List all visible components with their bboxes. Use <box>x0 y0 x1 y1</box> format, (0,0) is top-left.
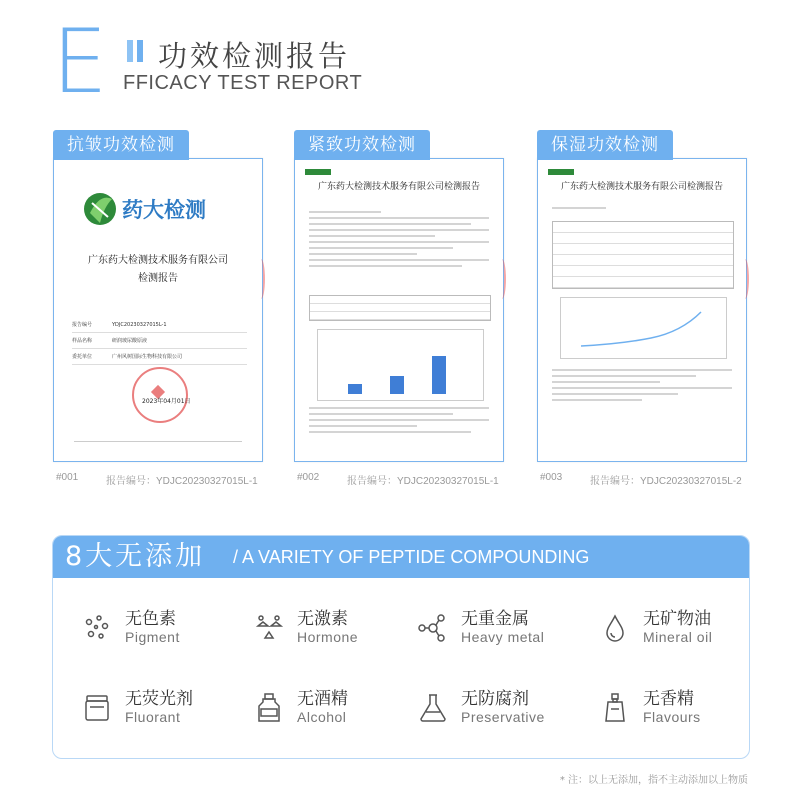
doc-page-title: 广东药大检测技术服务有限公司检测报告 <box>317 182 480 192</box>
page-subtitle: FFICACY TEST REPORT <box>123 72 363 94</box>
additive-free-panel <box>52 535 750 759</box>
report-number: #002 <box>297 472 320 483</box>
doc-table <box>309 295 491 321</box>
hormone-icon <box>253 612 285 644</box>
additive-item-pigment: 无色素 Pigment <box>81 604 241 656</box>
doc-text-lines <box>552 207 732 213</box>
doc-text-lines-bottom <box>552 369 732 405</box>
doc-report-title: 检测报告 <box>138 273 178 284</box>
report-document-cover <box>53 158 263 462</box>
doc-text-lines-bottom <box>309 407 489 437</box>
report-document-page <box>537 158 747 462</box>
doc-field-row: 报告编号 YDJC20230327015L-1 <box>72 317 247 333</box>
additive-item-hormone: 无激素 Hormone <box>253 604 413 656</box>
doc-company: 广东药大检测技术服务有限公司 <box>88 255 228 266</box>
svg-text:药大检测: 药大检测 <box>122 198 206 222</box>
title-bars-icon <box>127 40 149 62</box>
report-card-3[interactable] <box>537 130 747 462</box>
dots-icon <box>81 612 113 644</box>
report-tab: 紧致功效检测 <box>294 130 430 160</box>
report-code: 报告编号：YDJC20230327015L-2 <box>590 476 742 487</box>
additive-item-preservative: 无防腐剂 Preservative <box>417 684 577 736</box>
panel-header <box>53 536 749 578</box>
company-logo-icon <box>82 189 242 229</box>
report-tab: 抗皱功效检测 <box>53 130 189 160</box>
doc-logo-small-icon <box>305 169 331 175</box>
panel-subtitle: / A VARIETY OF PEPTIDE COMPOUNDING <box>233 547 590 567</box>
additive-item-heavy-metal: 无重金属 Heavy metal <box>417 604 577 656</box>
doc-text-lines <box>309 211 489 271</box>
report-tab: 保湿功效检测 <box>537 130 673 160</box>
additive-item-flavours: 无香精 Flavours <box>599 684 750 736</box>
doc-page-title: 广东药大检测技术服务有限公司检测报告 <box>560 182 723 192</box>
doc-logo-small-icon <box>548 169 574 175</box>
drop-icon <box>599 612 631 644</box>
additive-item-mineral-oil: 无矿物油 Mineral oil <box>599 604 750 656</box>
report-code: 报告编号：YDJC20230327015L-1 <box>106 476 258 487</box>
red-seal-stamp <box>132 367 188 423</box>
doc-bar-chart <box>317 329 484 401</box>
jar-icon <box>81 692 113 724</box>
additive-item-alcohol: 无酒精 Alcohol <box>253 684 413 736</box>
doc-fields <box>72 317 247 365</box>
additive-item-fluorant: 无荧光剂 Fluorant <box>81 684 241 736</box>
perfume-icon <box>599 692 631 724</box>
page-title: 功效检测报告 <box>158 39 351 73</box>
flask-icon <box>417 692 449 724</box>
header-letter-e: E <box>52 10 106 113</box>
doc-date: 2023年04月01日 <box>142 398 191 405</box>
report-code: 报告编号：YDJC20230327015L-1 <box>347 476 499 487</box>
doc-footer-line <box>74 441 242 448</box>
report-number: #003 <box>540 472 563 483</box>
bottle-icon <box>253 692 285 724</box>
molecule-icon <box>417 612 449 644</box>
report-number: #001 <box>56 472 79 483</box>
report-document-page <box>294 158 504 462</box>
report-card-1[interactable] <box>53 130 263 462</box>
footnote: * 注：以上无添加，指不主动添加以上物质 <box>559 775 748 786</box>
doc-line-chart <box>560 297 727 359</box>
panel-title: 8大无添加 <box>65 541 206 572</box>
doc-field-row: 委托单位 广州风树国际生物科技有限公司 <box>72 349 247 365</box>
doc-field-row: 样品名称 研润玻尿酸原液 <box>72 333 247 349</box>
report-card-2[interactable] <box>294 130 504 462</box>
doc-table <box>552 221 734 289</box>
